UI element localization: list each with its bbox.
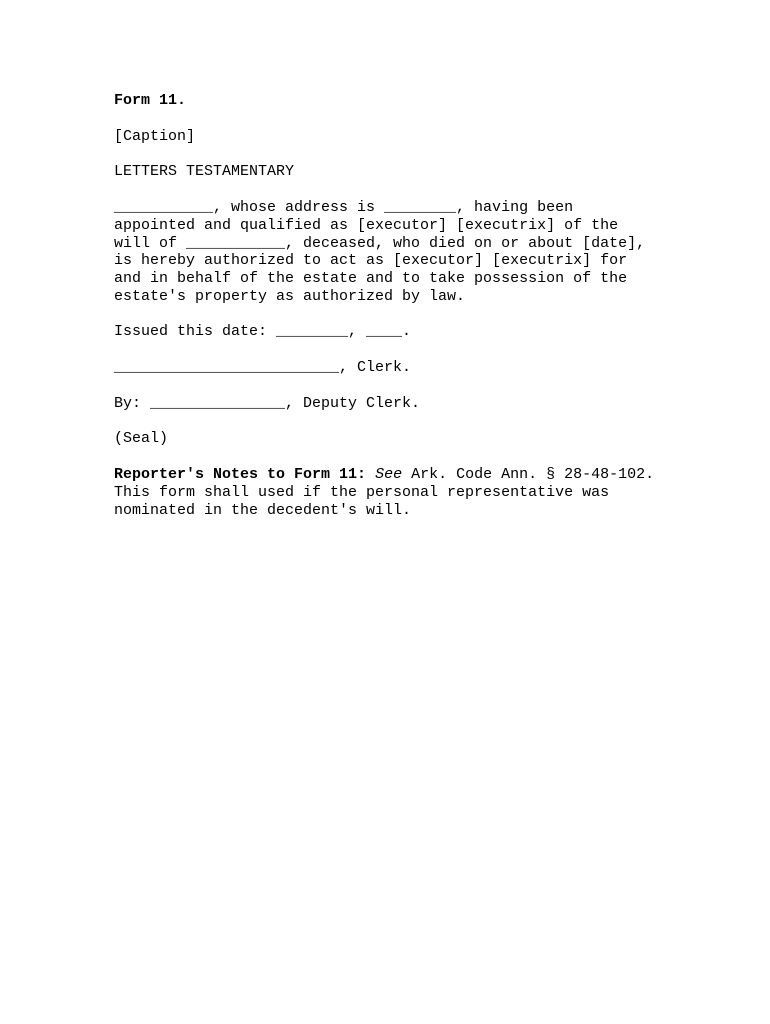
body-line: appointed and qualified as [executor] [executrix] of the xyxy=(114,216,619,234)
notes-line: nominated in the decedent's will. xyxy=(114,501,412,519)
caption-placeholder: [Caption] xyxy=(114,127,196,145)
document-heading: LETTERS TESTAMENTARY xyxy=(114,163,295,181)
body-line: and in behalf of the estate and to take possession of the xyxy=(114,269,628,287)
body-line: estate's property as authorized by law. xyxy=(114,287,466,305)
body-line: will of ___________, deceased, who died on or about [date], xyxy=(114,234,646,252)
issued-date-line: Issued this date: ________, ____. xyxy=(114,323,412,341)
clerk-signature-line: _________________________, Clerk. xyxy=(114,359,412,377)
deputy-clerk-line: By: _______________, Deputy Clerk. xyxy=(114,394,421,412)
seal-placeholder: (Seal) xyxy=(114,430,169,448)
notes-citation: Ark. Code Ann. § 28-48-102. xyxy=(411,466,655,484)
notes-see: See xyxy=(375,466,403,484)
document-page xyxy=(114,92,714,537)
body-line: is hereby authorized to act as [executor] [executrix] for xyxy=(114,252,628,270)
reporters-notes xyxy=(114,466,714,519)
notes-line: This form shall used if the personal representative was xyxy=(114,483,610,501)
notes-label: Reporter's Notes to Form 11: xyxy=(114,466,367,484)
form-title: Form 11. xyxy=(114,92,187,109)
letters-body xyxy=(114,199,714,305)
body-line: ___________, whose address is ________, having been xyxy=(114,199,574,217)
